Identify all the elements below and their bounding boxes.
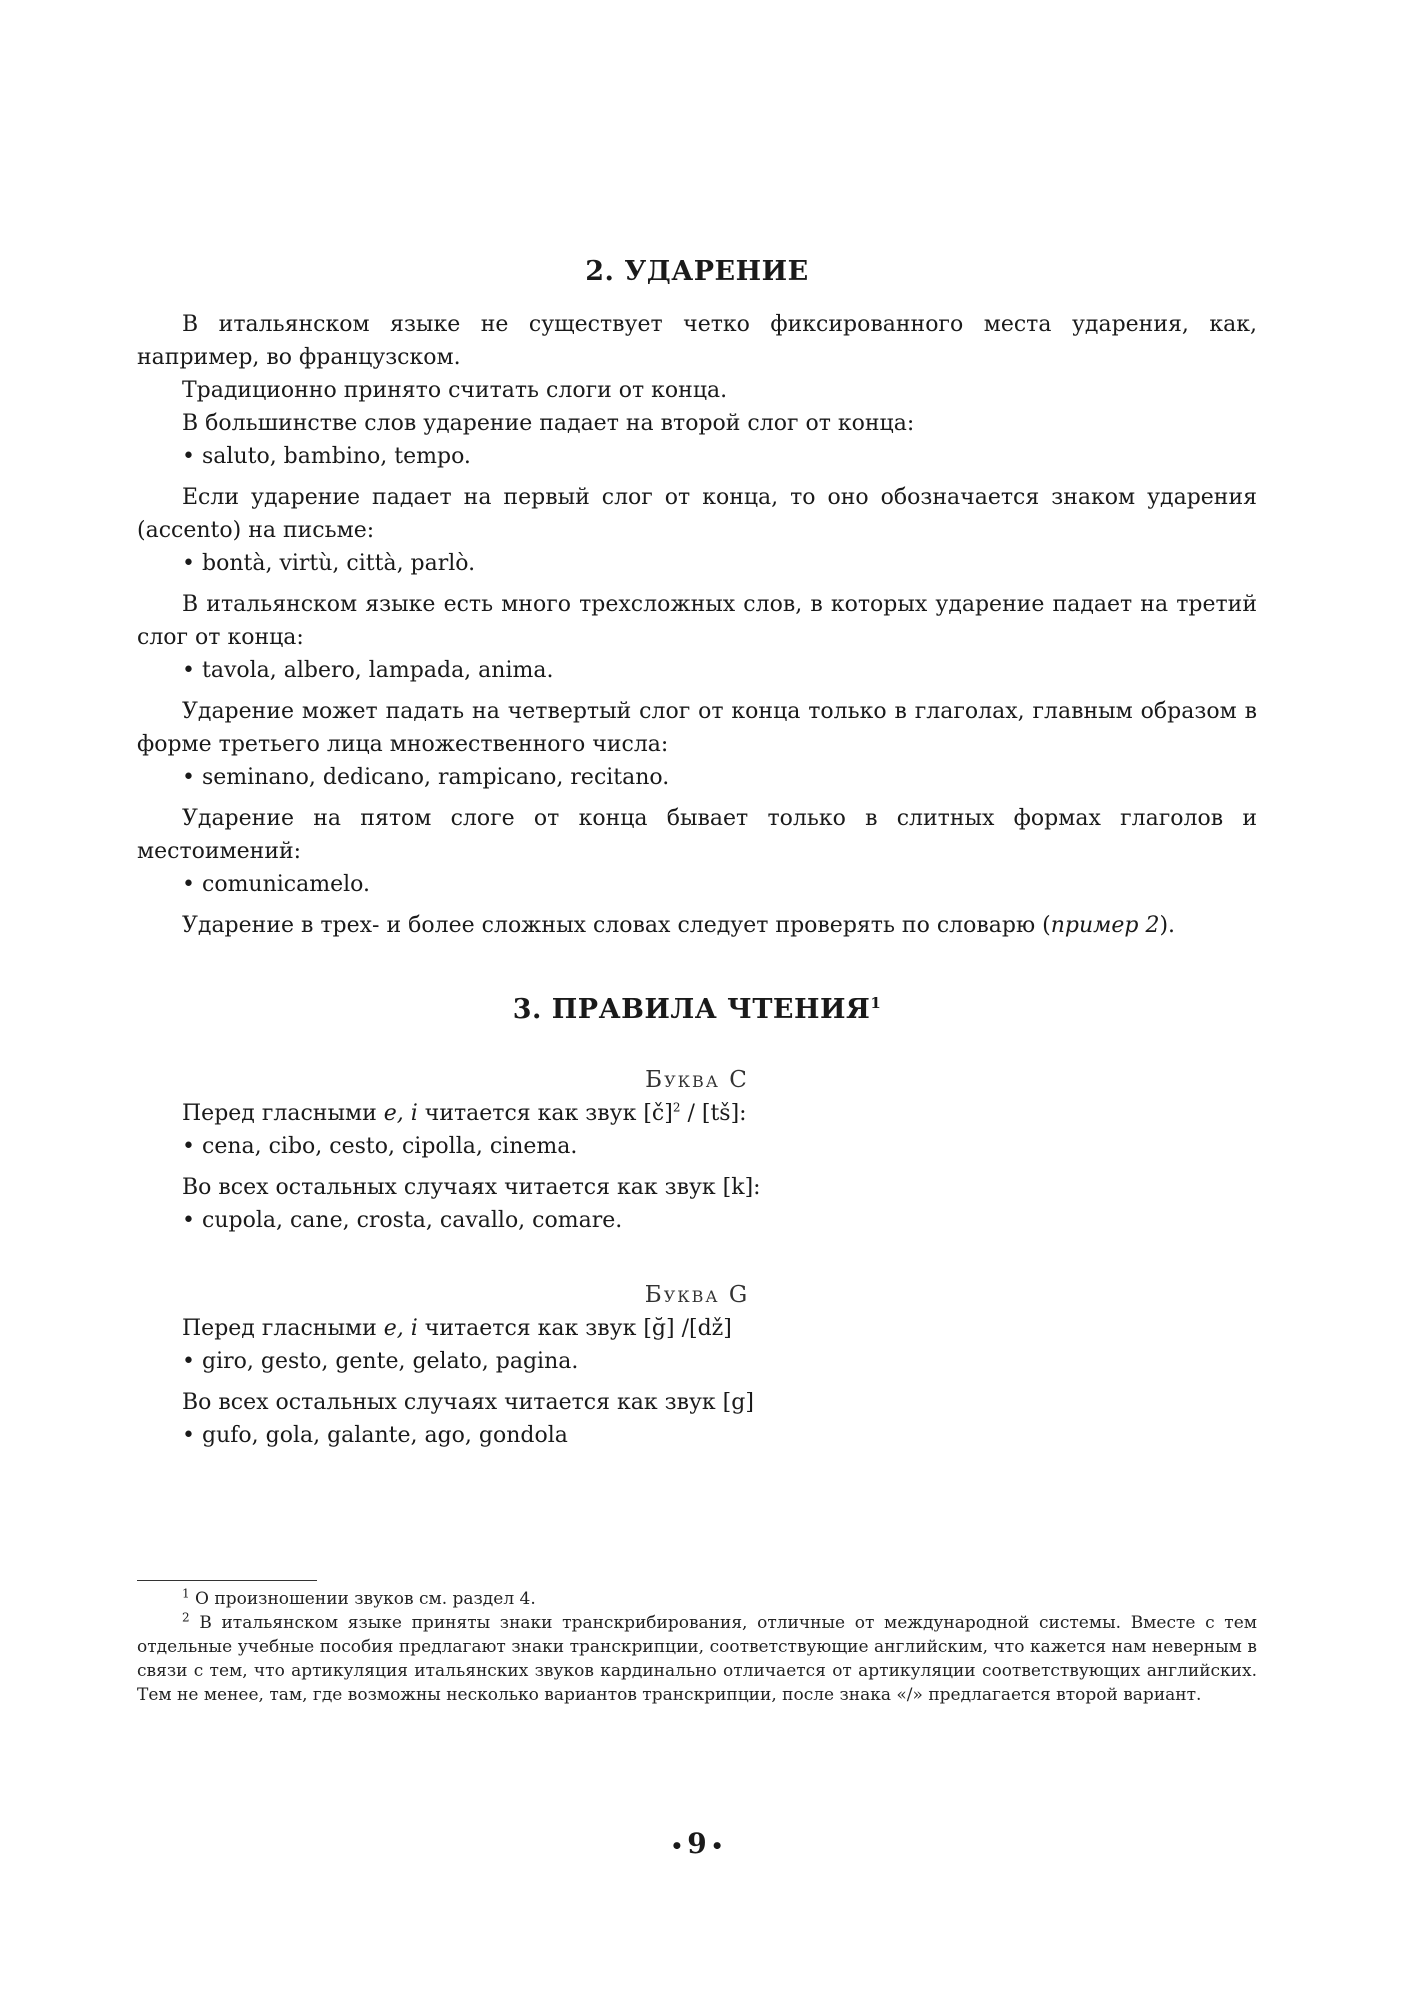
bullet-icon: • [182, 765, 195, 790]
footnotes [137, 1587, 1257, 1707]
example-reference: пример 2 [1050, 913, 1160, 938]
letter-c-rules [182, 1097, 1257, 1237]
bullet-icon: • [182, 1208, 195, 1233]
section-2-body [137, 308, 1257, 942]
paragraph: Ударение на пятом слоге от конца бывает только в слитных формах глаголов и местоимений: [137, 806, 1257, 864]
rule-text: Перед гласными e, i читается как звук [ğ] /[dž] [182, 1316, 732, 1341]
example-item: • bontà, virtù, città, parlò. [137, 547, 1257, 580]
example-item: • comunicamelo. [137, 868, 1257, 901]
example-item: • tavola, albero, lampada, anima. [137, 654, 1257, 687]
bullet-icon: • [182, 444, 195, 469]
bullet-icon: • [182, 1349, 195, 1374]
paragraph: В итальянском языке не существует четко фиксированного места ударения, как, например, во французском. [137, 312, 1257, 370]
example-item: • saluto, bambino, tempo. [137, 440, 1257, 473]
letter-g-heading: Буква G [644, 1282, 750, 1308]
section-3-title: 3. ПРАВИЛА ЧТЕНИЯ$^1$ [512, 994, 882, 1025]
bullet-icon: • [182, 551, 195, 576]
rule-text: Перед гласными e, i читается как звук [č]$^2$ / [tš]: [182, 1100, 747, 1126]
footnote-2: $^2$ В итальянском языке приняты знаки транскрибирования, отличные от международной системы. Вместе с тем отдельные учебные пособия предлагают знаки транскрипции, соответствующие английским, что кажется нам неверным в связи с тем, что артикуляция итальянских звуков кардинально отличается от артикуляции соответствующих английских. Тем не менее, там, где возможны несколько вариантов транскрипции, после знака «/» предлагается второй вариант. [137, 1610, 1257, 1705]
dot-icon: • [670, 1833, 684, 1858]
rule-text: Во всех остальных случаях читается как звук [g] [182, 1390, 754, 1415]
letter-g-rules [182, 1312, 1257, 1452]
footnote-ref: 1 [870, 994, 882, 1012]
rule-text: Во всех остальных случаях читается как звук [k]: [182, 1175, 761, 1200]
paragraph: В большинстве слов ударение падает на второй слог от конца: [182, 411, 915, 436]
paragraph: Ударение в трех- и более сложных словах следует проверять по словарю (пример 2). [182, 913, 1176, 938]
section-2-title: 2. УДАРЕНИЕ [585, 256, 809, 287]
footnote-divider [137, 1580, 317, 1581]
bullet-icon: • [182, 658, 195, 683]
footnote-1: $^1$ О произношении звуков см. раздел 4. [182, 1586, 536, 1609]
example-item: • giro, gesto, gente, gelato, pagina. [182, 1345, 1257, 1378]
bullet-icon: • [182, 1423, 195, 1448]
paragraph: Если ударение падает на первый слог от конца, то оно обозначается знаком ударения (accento) на письме: [137, 485, 1257, 543]
page-number: • 9 • [670, 1827, 724, 1860]
example-item: • gufo, gola, galante, ago, gondola [182, 1419, 1257, 1452]
example-item: • cena, cibo, cesto, cipolla, cinema. [182, 1130, 1257, 1163]
paragraph: В итальянском языке есть много трехсложных слов, в которых ударение падает на третий слог от конца: [137, 592, 1257, 650]
paragraph: Ударение может падать на четвертый слог от конца только в глаголах, главным образом в форме третьего лица множественного числа: [137, 699, 1257, 757]
paragraph: Традиционно принято считать слоги от конца. [182, 378, 728, 403]
dot-icon: • [710, 1833, 724, 1858]
example-item: • cupola, cane, crosta, cavallo, comare. [182, 1204, 1257, 1237]
bullet-icon: • [182, 872, 195, 897]
example-item: • seminano, dedicano, rampicano, recitano. [137, 761, 1257, 794]
letter-c-heading: Буква C [645, 1067, 749, 1093]
footnote-ref: 2 [672, 1100, 681, 1115]
bullet-icon: • [182, 1134, 195, 1159]
